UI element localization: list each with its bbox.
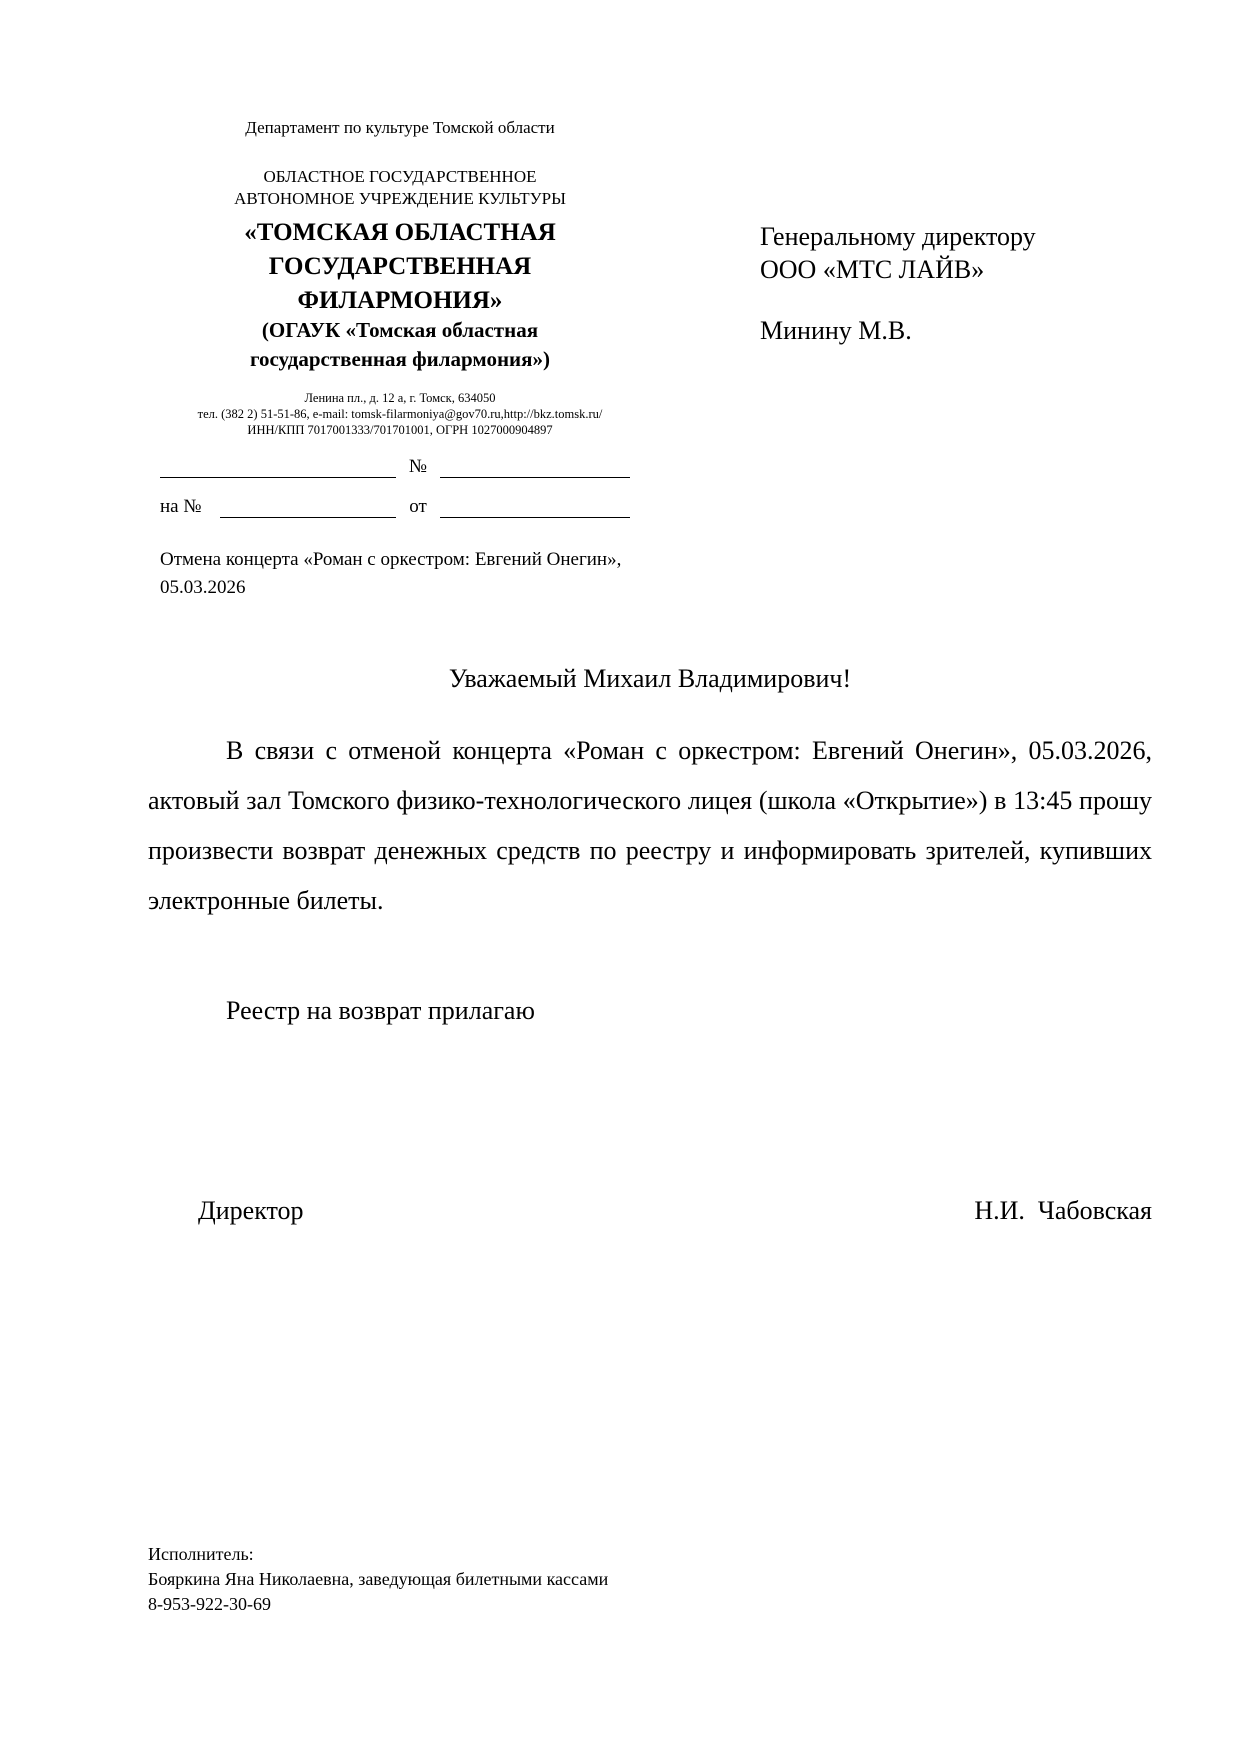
org-short-line: государственная филармония»): [250, 347, 550, 371]
outgoing-number-row: [160, 454, 630, 478]
executor-name: Бояркина Яна Николаевна, заведующая билетными кассами: [148, 1569, 609, 1589]
ref-number-line: [220, 497, 396, 518]
letter-body: В связи с отменой концерта «Роман с оркестром: Евгений Онегин», 05.03.2026, актовый зал Томского физико-технологического лицея (школа «Открытие») в 13:45 прошу произвести возврат денежных средств по реестру и информировать зрителей, купивших электронные билеты.: [148, 736, 1152, 915]
number-label: №: [408, 456, 428, 477]
letter-subject: Отмена концерта «Роман с оркестром: Евгений Онегин», 05.03.2026: [160, 549, 622, 598]
org-type-line: АВТОНОМНОЕ УЧРЕЖДЕНИЕ КУЛЬТУРЫ: [234, 189, 566, 208]
org-short-name: [160, 316, 640, 374]
org-phone-email: тел. (382 2) 51-51-86, e-mail: tomsk-filarmoniya@gov70.ru,http://bkz.tomsk.ru/: [197, 407, 603, 421]
executor-block: [148, 1542, 848, 1617]
ref-date-label: от: [409, 496, 427, 517]
signer-position: Директор: [198, 1196, 304, 1225]
org-short-line: (ОГАУК «Томская областная: [261, 318, 539, 342]
org-name: [180, 216, 620, 318]
outgoing-number-line: [440, 457, 630, 478]
org-contacts: [140, 390, 660, 438]
ref-number-label: на №: [160, 496, 202, 517]
addressee-position: Генеральному директору: [760, 222, 1036, 251]
outgoing-date-line: [160, 457, 396, 478]
org-type: [150, 166, 650, 210]
org-type-line: ОБЛАСТНОЕ ГОСУДАРСТВЕННОЕ: [263, 167, 537, 186]
org-address: Ленина пл., д. 12 а, г. Томск, 634050: [304, 391, 496, 405]
addressee-block: [760, 220, 1180, 347]
executor-label: Исполнитель:: [148, 1544, 254, 1564]
incoming-ref-row: [160, 494, 630, 518]
ref-date-line: [440, 497, 630, 518]
department-name: Департамент по культуре Томской области: [245, 118, 555, 137]
addressee-company: ООО «МТС ЛАЙВ»: [760, 255, 985, 284]
addressee-name: Минину М.В.: [760, 316, 912, 345]
attachment-note: Реестр на возврат прилагаю: [226, 996, 535, 1025]
greeting: Уважаемый Михаил Владимирович!: [448, 664, 852, 693]
executor-phone: 8-953-922-30-69: [148, 1594, 271, 1614]
org-requisites: ИНН/КПП 7017001333/701701001, ОГРН 1027000904897: [247, 423, 553, 437]
org-name-line: ФИЛАРМОНИЯ»: [297, 287, 503, 314]
org-name-line: ГОСУДАРСТВЕННАЯ: [268, 253, 532, 280]
org-name-line: «ТОМСКАЯ ОБЛАСТНАЯ: [244, 219, 556, 246]
signer-name: Н.И. Чабовская: [974, 1196, 1152, 1225]
